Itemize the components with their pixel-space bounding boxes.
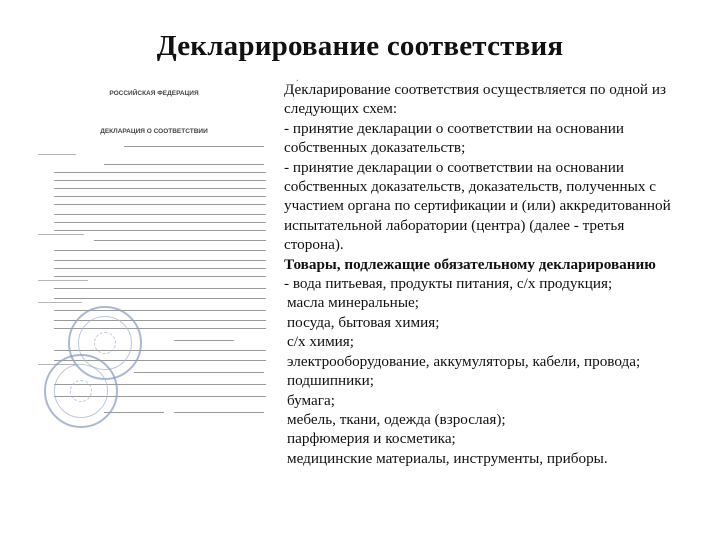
form-line xyxy=(104,412,164,413)
form-line xyxy=(54,298,266,299)
form-line xyxy=(54,230,266,231)
form-line xyxy=(54,288,266,289)
text-line: - принятие декларации о соответствии на основании xyxy=(284,158,624,176)
text-line: - принятие декларации о соответствии на основании xyxy=(284,119,624,137)
form-line xyxy=(174,412,264,413)
text-line: следующих схем: xyxy=(284,100,398,118)
form-line xyxy=(94,240,266,241)
form-line xyxy=(174,340,234,341)
text-line: испытательной лаборатории (центра) (далее - третья xyxy=(284,216,625,234)
page-title: Декларирование соответствия xyxy=(156,30,564,62)
document-header-country: РОССИЙСКАЯ ФЕДЕРАЦИЯ xyxy=(109,90,199,97)
form-line xyxy=(54,276,266,277)
goods-item: электрооборудование, аккумуляторы, кабели, провода; xyxy=(287,352,641,370)
text-line: собственных доказательств, доказательств, полученных с xyxy=(284,178,656,196)
form-line xyxy=(54,214,266,215)
form-line xyxy=(38,302,82,303)
form-line xyxy=(54,250,266,251)
form-line xyxy=(54,268,266,269)
goods-item: бумага; xyxy=(287,391,335,409)
goods-heading: Товары, подлежащие обязательному декларированию xyxy=(284,255,656,273)
text-line: Декларирование соответствия осуществляется по одной из xyxy=(284,81,666,98)
form-line xyxy=(54,196,266,197)
declaration-description xyxy=(284,80,704,468)
goods-item: медицинские материалы, инструменты, приборы. xyxy=(287,449,608,467)
form-line xyxy=(38,234,84,235)
form-line xyxy=(38,280,88,281)
goods-item: мебель, ткани, одежда (взрослая); xyxy=(287,410,506,428)
form-line xyxy=(104,164,264,165)
form-line xyxy=(54,188,266,189)
goods-item: подшипники; xyxy=(287,372,374,390)
form-line xyxy=(54,260,266,261)
text-line: участием органа по сертификации и (или) аккредитованной xyxy=(284,197,671,215)
form-line xyxy=(54,180,266,181)
text-line: сторона). xyxy=(284,236,344,254)
dot-mark: . xyxy=(296,73,299,84)
form-line xyxy=(54,204,266,205)
document-header-title: ДЕКЛАРАЦИЯ О СООТВЕТСТВИИ xyxy=(100,128,208,135)
goods-item: масла минеральные; xyxy=(287,294,419,312)
seal-stamp xyxy=(44,354,118,428)
goods-item: посуда, бытовая химия; xyxy=(287,313,440,331)
goods-item: с/х химия; xyxy=(287,333,355,351)
text-line: собственных доказательств; xyxy=(284,139,466,157)
form-line xyxy=(54,172,266,173)
form-line xyxy=(54,222,266,223)
declaration-document-image xyxy=(34,84,274,444)
form-line xyxy=(38,154,76,155)
form-line xyxy=(134,372,264,373)
goods-item: парфюмерия и косметика; xyxy=(287,430,456,448)
goods-item: - вода питьевая, продукты питания, с/х продукция; xyxy=(284,275,613,293)
form-line xyxy=(124,146,264,147)
